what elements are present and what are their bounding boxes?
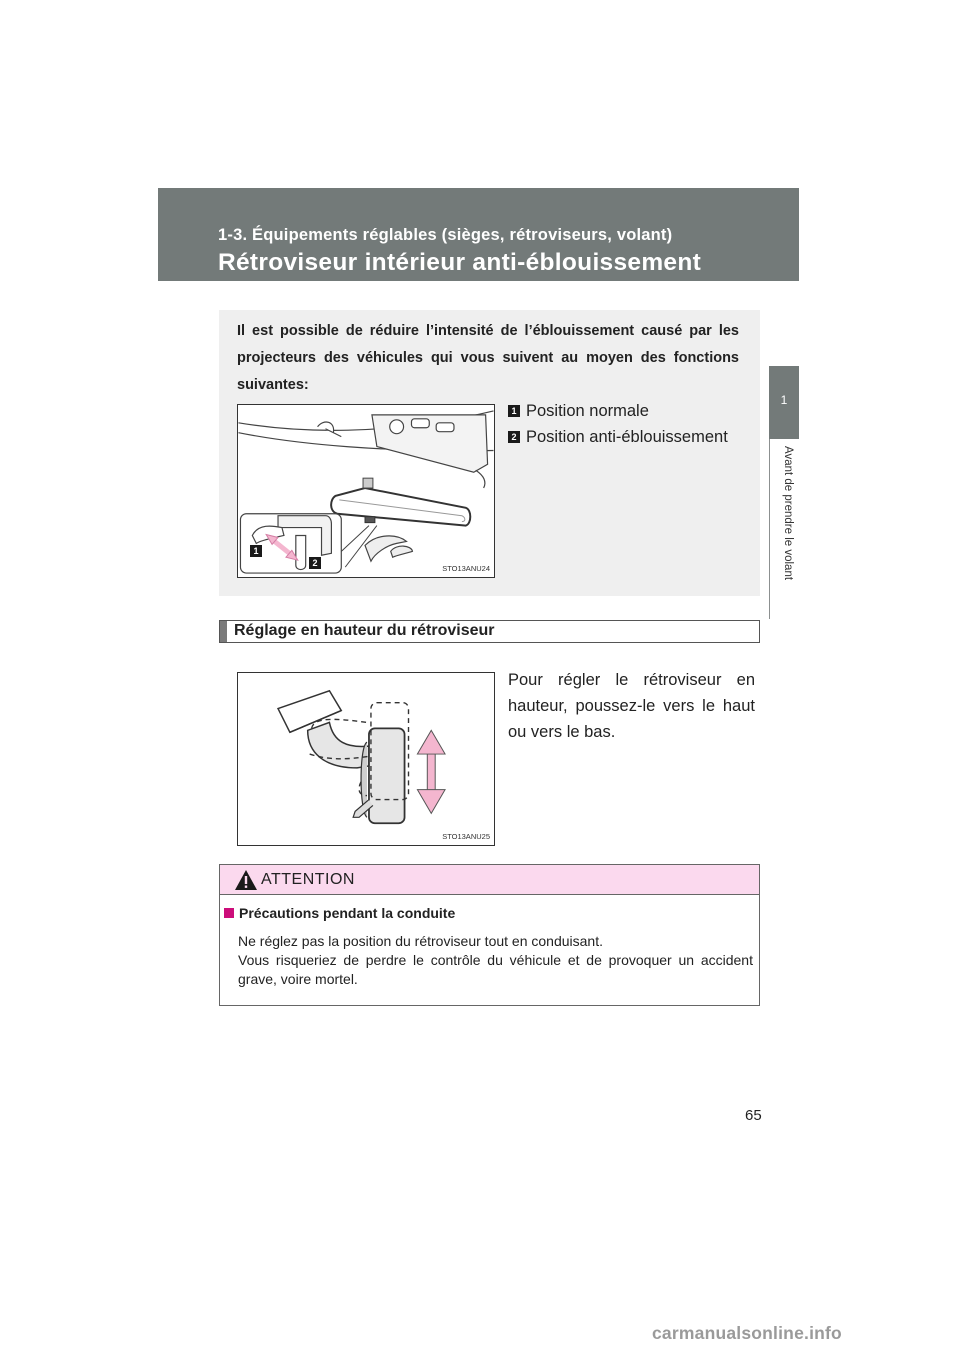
legend-label: Position normale (526, 401, 649, 420)
figure-code: STO13ANU24 (442, 564, 490, 573)
figure-code: STO13ANU25 (442, 832, 490, 841)
page-title: Rétroviseur intérieur anti-éblouissement (218, 249, 702, 276)
section-heading-bar (220, 621, 227, 642)
number-badge: 1 (508, 405, 520, 417)
section-subtitle: 1-3. Équipements réglables (sièges, rétroviseurs, volant) (218, 226, 673, 244)
mirror-height-illustration (237, 672, 495, 846)
number-badge: 2 (508, 431, 520, 443)
bullet-square-icon (224, 908, 234, 918)
section-title: Réglage en hauteur du rétroviseur (234, 622, 495, 639)
legend-label: Position anti-éblouissement (526, 427, 728, 446)
legend-item-normal (508, 400, 649, 422)
mirror-positions-illustration (237, 404, 495, 578)
attention-line: Vous risqueriez de perdre le contrôle du véhicule et de provoquer un accident grave, voire mortel. (238, 952, 753, 987)
attention-line: Ne réglez pas la position du rétroviseur tout en conduisant. (238, 933, 603, 949)
section-heading (219, 620, 760, 643)
watermark: carmanualsonline.info (652, 1323, 842, 1343)
chapter-number: 1 (780, 393, 788, 407)
attention-body (238, 932, 753, 989)
mirror-positions-drawing (238, 405, 494, 577)
attention-title: ATTENTION (261, 871, 355, 888)
attention-item-title: Précautions pendant la conduite (224, 905, 455, 921)
chapter-label: Avant de prendre le volant (782, 446, 794, 581)
callout-2: 2 (309, 557, 321, 569)
mirror-height-drawing (238, 673, 494, 845)
warning-triangle-icon (234, 869, 258, 891)
section-paragraph: Pour régler le rétroviseur en hauteur, poussez-le vers le haut ou vers le bas. (508, 671, 755, 741)
legend-item-anti-glare (508, 426, 728, 448)
attention-box (219, 864, 760, 1006)
attention-header (220, 865, 759, 895)
intro-text: Il est possible de réduire l’intensité de l’éblouissement causé par les projecteurs des véhicules qui vous suivent au moyen des fonctions suivantes: (237, 323, 739, 393)
page-number: 65 (745, 1107, 762, 1124)
callout-1: 1 (250, 545, 262, 557)
